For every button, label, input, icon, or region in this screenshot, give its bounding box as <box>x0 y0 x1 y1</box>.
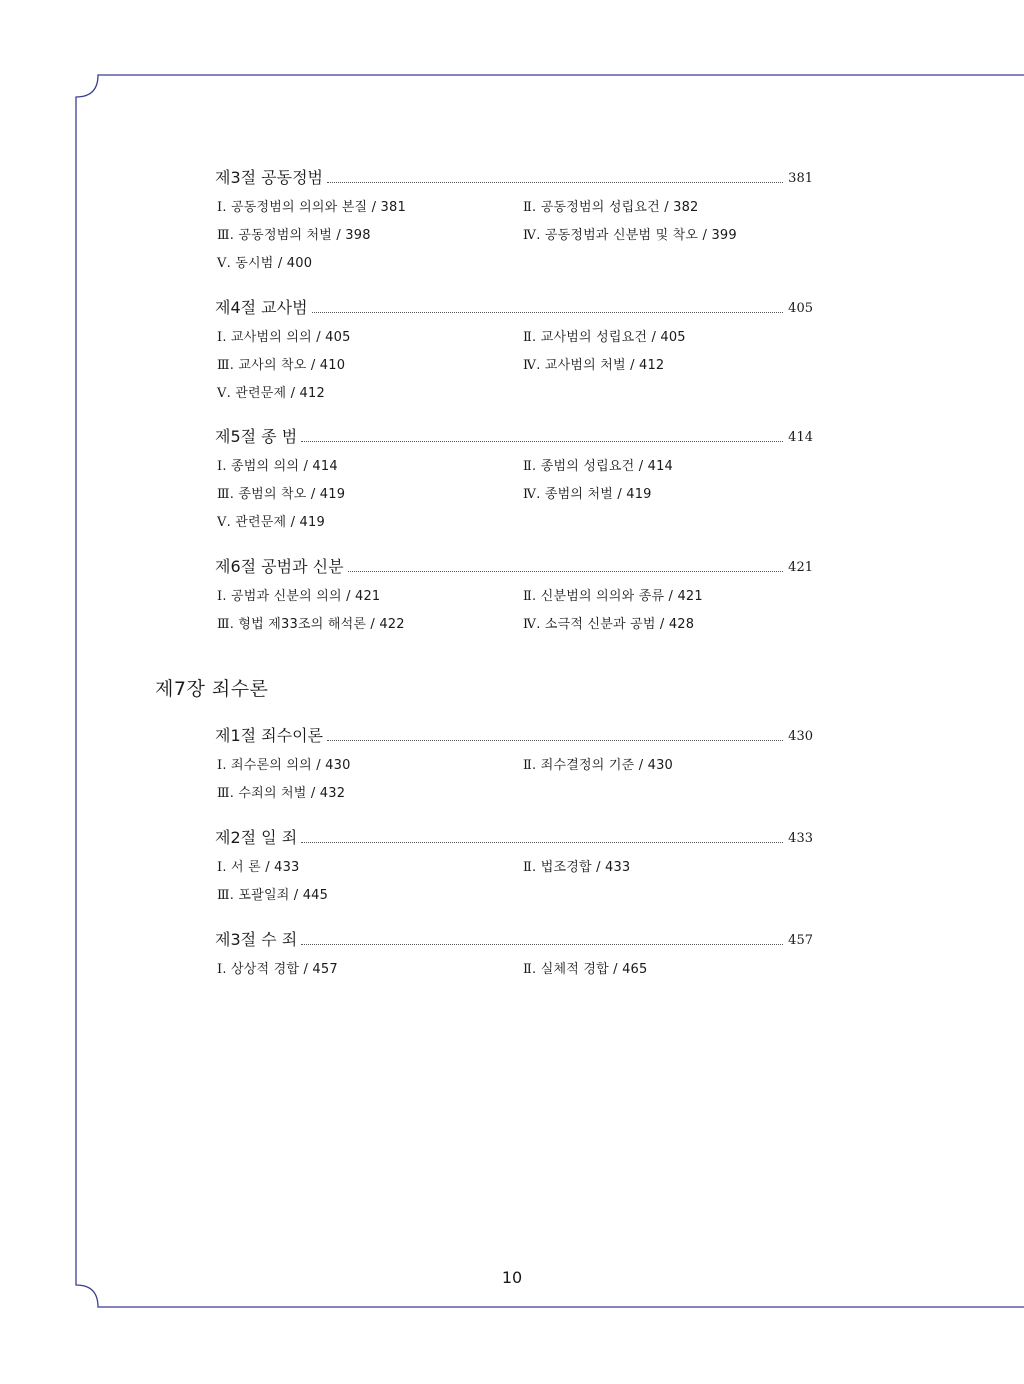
toc-entry: Ⅰ. 교사범의 의의 / 405 <box>217 330 351 345</box>
section-title: 제5절 종 범 <box>215 427 298 446</box>
section-title: 제4절 교사범 <box>215 298 308 317</box>
toc-entry: Ⅴ. 관련문제 / 419 <box>217 514 325 530</box>
section-heading <box>215 826 813 848</box>
entry-text: 공동정범의 성립요건 / 382 <box>540 200 699 215</box>
toc-entry: Ⅰ. 공범과 신분의 의의 / 421 <box>217 589 381 604</box>
entry-text: 동시범 / 400 <box>235 255 313 271</box>
entry-text: 죄수론의 의의 / 430 <box>231 758 351 773</box>
section-heading <box>215 425 813 447</box>
roman-numeral: Ⅴ <box>217 255 227 271</box>
entry-text: 법조경합 / 433 <box>540 860 631 875</box>
roman-numeral: Ⅱ <box>523 330 533 345</box>
entry-text: 교사범의 의의 / 405 <box>231 330 351 345</box>
roman-numeral: Ⅰ <box>217 962 223 977</box>
entry-text: 종범의 착오 / 419 <box>238 486 346 502</box>
entry-text: 교사의 착오 / 410 <box>238 357 346 373</box>
section-page-number: 457 <box>788 933 813 948</box>
roman-numeral: Ⅱ <box>523 589 533 604</box>
section-heading <box>215 724 813 746</box>
entry-text: 공동정범의 의의와 본질 / 381 <box>231 200 406 215</box>
toc-entry: Ⅲ. 공동정범의 처벌 / 398 <box>217 227 371 243</box>
toc-entry: Ⅲ. 형법 제33조의 해석론 / 422 <box>217 616 405 632</box>
toc-entry: Ⅲ. 교사의 착오 / 410 <box>217 357 346 373</box>
toc-entry: Ⅱ. 신분범의 의의와 종류 / 421 <box>523 589 703 604</box>
roman-numeral: Ⅴ <box>217 385 227 401</box>
section-title: 제1절 죄수이론 <box>215 726 324 745</box>
roman-numeral: Ⅲ <box>217 486 230 502</box>
roman-numeral: Ⅰ <box>217 200 223 215</box>
toc-entry: Ⅰ. 상상적 경합 / 457 <box>217 962 338 977</box>
toc-entry: Ⅰ. 공동정범의 의의와 본질 / 381 <box>217 200 406 215</box>
section-page-number: 421 <box>788 560 813 575</box>
toc-entry: Ⅱ. 죄수결정의 기준 / 430 <box>523 758 674 773</box>
entry-text: 종범의 성립요건 / 414 <box>540 459 674 474</box>
toc-entry: Ⅳ. 소극적 신분과 공범 / 428 <box>523 616 695 632</box>
roman-numeral: Ⅳ <box>523 616 537 632</box>
entry-text: 교사범의 성립요건 / 405 <box>540 330 686 345</box>
dot-leader <box>301 441 783 442</box>
entry-text: 관련문제 / 412 <box>235 385 325 401</box>
entry-text: 종범의 의의 / 414 <box>231 459 338 474</box>
entry-text: 상상적 경합 / 457 <box>231 962 338 977</box>
roman-numeral: Ⅱ <box>523 459 533 474</box>
roman-numeral: Ⅲ <box>217 616 230 632</box>
roman-numeral: Ⅱ <box>523 860 533 875</box>
roman-numeral: Ⅲ <box>217 357 230 373</box>
toc-entry: Ⅱ. 법조경합 / 433 <box>523 860 631 875</box>
entry-text: 공동정범의 처벌 / 398 <box>238 227 371 243</box>
toc-entry: Ⅱ. 교사범의 성립요건 / 405 <box>523 330 686 345</box>
section-page-number: 433 <box>788 831 813 846</box>
toc-entry: Ⅲ. 종범의 착오 / 419 <box>217 486 346 502</box>
entry-text: 신분범의 의의와 종류 / 421 <box>540 589 703 604</box>
section-page-number: 381 <box>788 171 813 186</box>
dot-leader <box>301 944 783 945</box>
dot-leader <box>348 571 784 572</box>
dot-leader <box>327 182 783 183</box>
toc-entry: Ⅱ. 실체적 경합 / 465 <box>523 962 648 977</box>
roman-numeral: Ⅲ <box>217 227 230 243</box>
dot-leader <box>327 740 783 741</box>
section-page-number: 405 <box>788 301 813 316</box>
entry-text: 실체적 경합 / 465 <box>540 962 648 977</box>
roman-numeral: Ⅳ <box>523 486 537 502</box>
toc-entry: Ⅱ. 공동정범의 성립요건 / 382 <box>523 200 699 215</box>
toc-entry: Ⅳ. 공동정범과 신분범 및 착오 / 399 <box>523 227 737 243</box>
roman-numeral: Ⅱ <box>523 962 533 977</box>
page-number: 10 <box>501 1268 523 1287</box>
dot-leader <box>301 842 783 843</box>
section-title: 제3절 공동정범 <box>215 168 324 187</box>
toc-entry: Ⅲ. 수죄의 처벌 / 432 <box>217 785 346 801</box>
section-title: 제3절 수 죄 <box>215 930 298 949</box>
section-heading <box>215 555 813 577</box>
toc-entry: Ⅰ. 서 론 / 433 <box>217 860 300 875</box>
chapter-title: 제7장 죄수론 <box>155 678 269 700</box>
entry-text: 교사범의 처벌 / 412 <box>544 357 665 373</box>
toc-entry: Ⅲ. 포괄일죄 / 445 <box>217 887 329 903</box>
entry-text: 공동정범과 신분범 및 착오 / 399 <box>544 227 737 243</box>
entry-text: 포괄일죄 / 445 <box>238 887 329 903</box>
section-page-number: 430 <box>788 729 813 744</box>
toc-entry: Ⅳ. 교사범의 처벌 / 412 <box>523 357 665 373</box>
roman-numeral: Ⅲ <box>217 887 230 903</box>
entry-text: 수죄의 처벌 / 432 <box>238 785 346 801</box>
entry-text: 종범의 처벌 / 419 <box>544 486 652 502</box>
entry-text: 공범과 신분의 의의 / 421 <box>231 589 381 604</box>
toc-entry: Ⅰ. 종범의 의의 / 414 <box>217 459 338 474</box>
roman-numeral: Ⅱ <box>523 758 533 773</box>
roman-numeral: Ⅰ <box>217 589 223 604</box>
roman-numeral: Ⅰ <box>217 758 223 773</box>
section-page-number: 414 <box>788 430 813 445</box>
dot-leader <box>312 312 784 313</box>
toc-entry: Ⅱ. 종범의 성립요건 / 414 <box>523 459 674 474</box>
toc-entry: Ⅴ. 동시범 / 400 <box>217 255 313 271</box>
entry-text: 죄수결정의 기준 / 430 <box>540 758 674 773</box>
roman-numeral: Ⅳ <box>523 357 537 373</box>
roman-numeral: Ⅰ <box>217 860 223 875</box>
roman-numeral: Ⅳ <box>523 227 537 243</box>
roman-numeral: Ⅲ <box>217 785 230 801</box>
toc-entry: Ⅳ. 종범의 처벌 / 419 <box>523 486 652 502</box>
entry-text: 형법 제33조의 해석론 / 422 <box>238 616 405 632</box>
toc-entry: Ⅴ. 관련문제 / 412 <box>217 385 325 401</box>
roman-numeral: Ⅱ <box>523 200 533 215</box>
toc-entry: Ⅰ. 죄수론의 의의 / 430 <box>217 758 351 773</box>
roman-numeral: Ⅰ <box>217 459 223 474</box>
entry-text: 서 론 / 433 <box>231 860 300 875</box>
section-heading <box>215 166 813 188</box>
section-title: 제2절 일 죄 <box>215 828 298 847</box>
section-heading <box>215 296 813 318</box>
section-heading <box>215 928 813 950</box>
entry-text: 소극적 신분과 공범 / 428 <box>544 616 695 632</box>
entry-text: 관련문제 / 419 <box>235 514 325 530</box>
roman-numeral: Ⅰ <box>217 330 223 345</box>
roman-numeral: Ⅴ <box>217 514 227 530</box>
section-title: 제6절 공범과 신분 <box>215 557 344 576</box>
